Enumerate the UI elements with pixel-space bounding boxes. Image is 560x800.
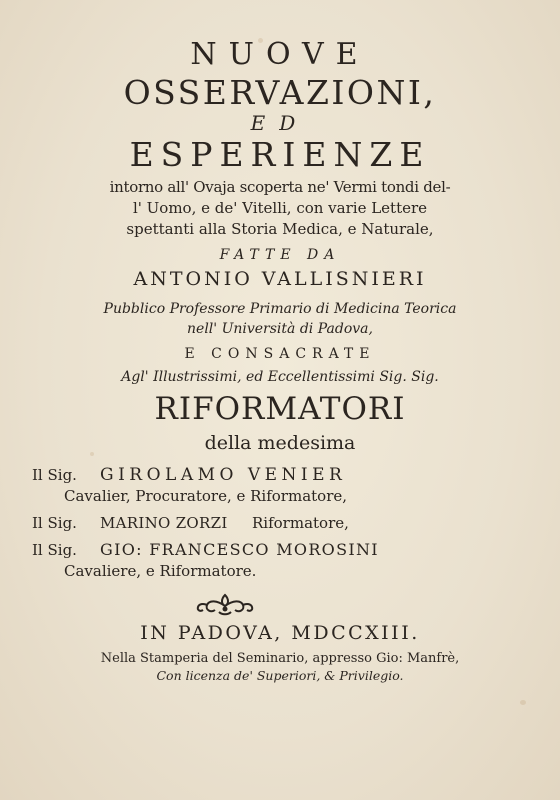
subtitle-line-1: intorno all' Ovaja scoperta ne' Vermi tondi del- [109,178,451,196]
dedication-sub: della medesima [204,432,356,454]
reformer-2-role: Riformatore, [252,514,349,532]
reformer-1-role: Cavalier, Procuratore, e Riformatore, [64,487,348,505]
reformer-3-name: GIO: FRANCESCO MOROSINI [100,540,379,559]
title-line-2: OSSERVAZIONI, [123,73,437,112]
reformer-1-prefix: Il Sig. [32,466,77,484]
printers-ornament-icon [195,592,255,616]
author-name: ANTONIO VALLISNIERI [133,268,427,290]
reformer-3-prefix: Il Sig. [32,541,77,559]
author-position-2: nell' Università di Padova, [187,321,373,337]
reformer-1-name: GIROLAMO VENIER [100,465,347,485]
imprint-license: Con licenza de' Superiori, & Privilegio. [156,668,404,683]
imprint-printer: Nella Stamperia del Seminario, appresso Gio: Manfrè, [100,651,460,666]
imprint-place-date: IN PADOVA, MDCCXIII. [140,622,420,644]
title-line-3: ED [250,111,310,135]
dedication-to: Agl' Illustrissimi, ed Eccellentissimi Sig. Sig. [121,369,439,385]
dedication-intro: E CONSACRATE [184,346,376,362]
reformer-2-name: MARINO ZORZI [100,514,228,532]
subtitle-line-3: spettanti alla Storia Medica, e Naturale, [126,220,434,238]
reformer-3-role: Cavaliere, e Riformatore. [64,562,257,580]
author-position-1: Pubblico Professore Primario di Medicina Teorica [103,301,457,317]
subtitle-line-2: l' Uomo, e de' Vitelli, con varie Lettere [132,199,428,217]
author-intro: FATTE DA [219,247,341,263]
title-line-1: NUOVE [190,37,370,72]
dedication-heading: RIFORMATORI [154,391,406,427]
paper-foxing [520,700,526,705]
title-line-4: ESPERIENZE [129,135,431,174]
reformer-2-prefix: Il Sig. [32,514,77,532]
